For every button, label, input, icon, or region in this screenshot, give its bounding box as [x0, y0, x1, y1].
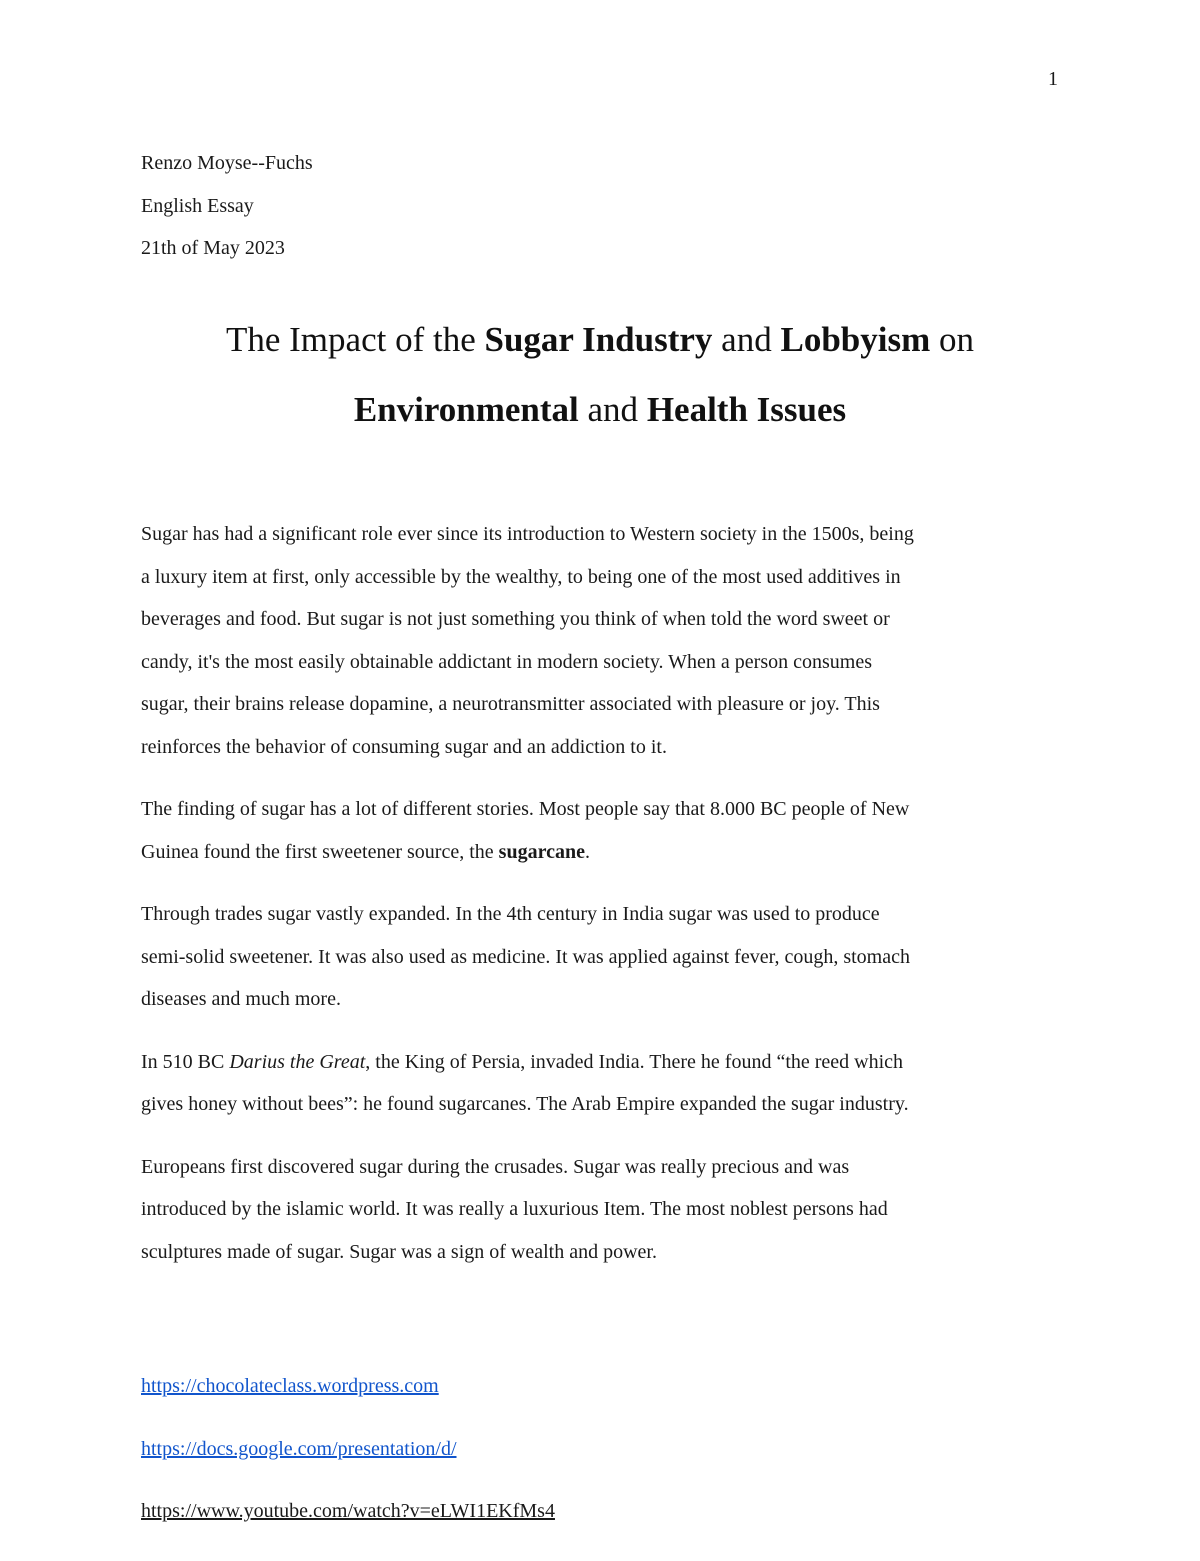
text-line: introduced by the islamic world. It was really a luxurious Item. The most noblest persons had [141, 1198, 888, 1220]
author-name: Renzo Moyse--Fuchs [141, 152, 313, 174]
link-youtube[interactable]: https://www.youtube.com/watch?v=eLWI1EKfMs4 [141, 1500, 555, 1522]
text-line: Through trades sugar vastly expanded. In the 4th century in India sugar was used to produce [141, 903, 880, 925]
text-line: gives honey without bees”: he found sugarcanes. The Arab Empire expanded the sugar industry. [141, 1093, 909, 1115]
link-chocolateclass[interactable]: https://chocolateclass.wordpress.com [141, 1375, 439, 1397]
italic-darius-the-great: Darius the Great [229, 1050, 366, 1073]
text-line: sugar, their brains release dopamine, a neurotransmitter associated with pleasure or joy. This [141, 693, 880, 715]
title-text: The Impact of the [225, 320, 485, 359]
text-line: The finding of sugar has a lot of different stories. Most people say that 8.000 BC people of New [141, 798, 910, 820]
paragraph-trades [141, 893, 1061, 1021]
title-bold-health-issues: Health Issues [646, 390, 847, 429]
text-line [141, 831, 1061, 874]
text-line: sculptures made of sugar. Sugar was a sign of wealth and power. [141, 1240, 657, 1263]
essay-title [100, 305, 1100, 445]
text-line: a luxury item at first, only accessible by the wealthy, to being one of the most used additives in [141, 565, 901, 588]
essay-date: 21th of May 2023 [141, 237, 285, 259]
text-segment: . [584, 840, 590, 863]
text-line: Sugar has had a significant role ever since its introduction to Western society in the 1500s, being [141, 523, 914, 545]
text-segment: In 510 BC [141, 1050, 230, 1073]
text-segment: , the King of Persia, invaded India. There he found “the reed which [365, 1050, 904, 1073]
essay-body [141, 513, 1061, 1293]
title-bold-sugar-industry: Sugar Industry [484, 320, 713, 359]
text-line: candy, it's the most easily obtainable addictant in modern society. When a person consumes [141, 650, 873, 673]
link-google-docs[interactable]: https://docs.google.com/presentation/d/ [141, 1437, 457, 1460]
title-text: and [578, 390, 647, 429]
paragraph-intro [141, 513, 1061, 768]
course-name: English Essay [141, 194, 254, 217]
text-line: diseases and much more. [141, 988, 341, 1010]
text-line: reinforces the behavior of consuming sugar and an addiction to it. [141, 735, 667, 758]
page-number: 1 [1048, 68, 1058, 90]
text-line: Europeans first discovered sugar during the crusades. Sugar was really precious and was [141, 1155, 850, 1178]
essay-header [141, 142, 313, 270]
title-line-2 [100, 375, 1100, 445]
title-bold-environmental: Environmental [353, 390, 579, 429]
paragraph-finding [141, 788, 1061, 873]
title-text: and [712, 320, 781, 359]
title-bold-lobbyism: Lobbyism [780, 320, 931, 359]
title-text: on [930, 320, 974, 359]
paragraph-darius [141, 1041, 1061, 1126]
text-segment: Guinea found the first sweetener source, the [141, 840, 499, 863]
text-line: semi-solid sweetener. It was also used as medicine. It was applied against fever, cough, stomach [141, 945, 910, 968]
bold-sugarcane: sugarcane [498, 840, 585, 863]
paragraph-europeans [141, 1146, 1061, 1274]
text-line [141, 1041, 1061, 1084]
text-line: beverages and food. But sugar is not just something you think of when told the word sweet or [141, 608, 890, 630]
source-links [141, 1373, 555, 1561]
title-line-1 [100, 305, 1100, 375]
